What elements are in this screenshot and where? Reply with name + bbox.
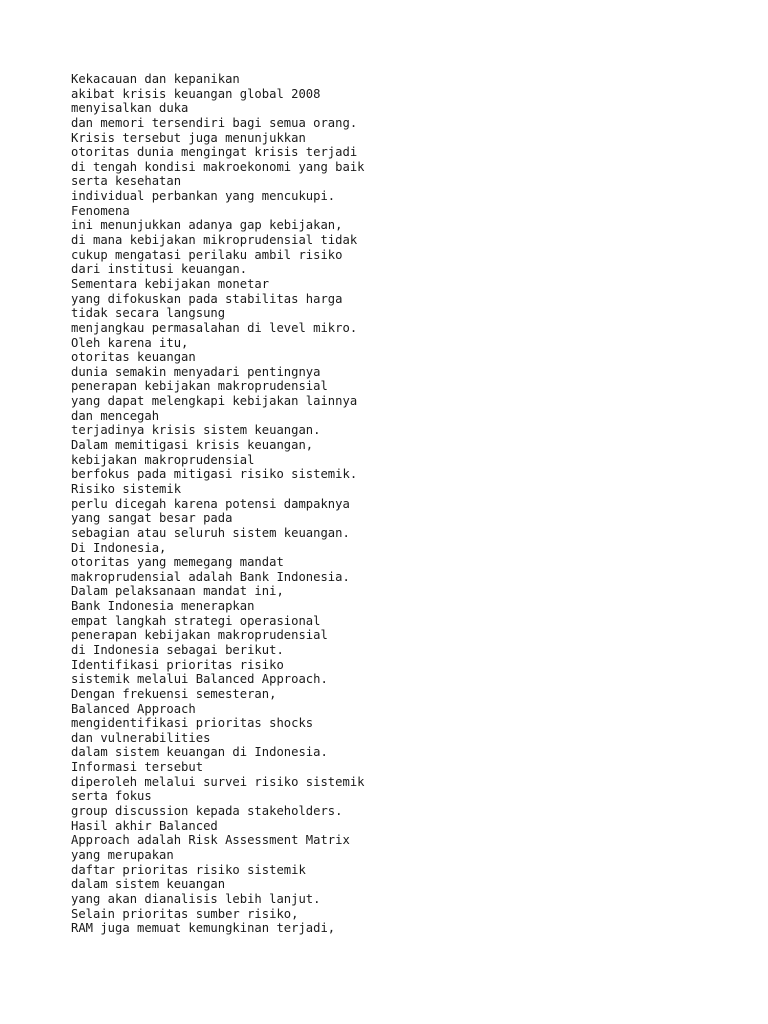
text-line: Kekacauan dan kepanikan [71, 72, 240, 86]
text-line: penerapan kebijakan makroprudensial [71, 628, 328, 643]
text-line: yang sangat besar pada [71, 511, 233, 526]
text-line: otoritas keuangan [71, 350, 196, 365]
text-line: yang merupakan [71, 847, 174, 862]
text-line: Identifikasi prioritas risiko [71, 657, 284, 672]
text-line: Dalam pelaksanaan mandat ini, [71, 584, 284, 599]
text-line: Di Indonesia, [71, 540, 167, 555]
text-line: menyisalkan duka [71, 101, 189, 116]
text-line: daftar prioritas risiko sistemik [71, 862, 306, 877]
text-line: makroprudensial adalah Bank Indonesia. [71, 569, 350, 584]
text-line: Selain prioritas sumber risiko, [71, 906, 299, 921]
text-line: dalam sistem keuangan di Indonesia. [71, 745, 328, 760]
text-line: sebagian atau seluruh sistem keuangan. [71, 525, 350, 540]
text-line: cukup mengatasi perilaku ambil risiko [71, 247, 343, 262]
text-line: menjangkau permasalahan di level mikro. [71, 320, 358, 335]
text-line: yang difokuskan pada stabilitas harga [71, 291, 343, 306]
text-line: yang akan dianalisis lebih lanjut. [71, 891, 321, 906]
text-line: otoritas dunia mengingat krisis terjadi [71, 145, 358, 160]
text-line: dan mencegah [71, 408, 160, 423]
text-line: otoritas yang memegang mandat [71, 555, 284, 570]
text-line: ini menunjukkan adanya gap kebijakan, [71, 218, 343, 233]
text-line: mengidentifikasi prioritas shocks [71, 716, 314, 731]
text-line: Risiko sistemik [71, 481, 182, 496]
text-line: dari institusi keuangan. [71, 262, 248, 277]
text-line: dalam sistem keuangan [71, 877, 226, 892]
text-line: Informasi tersebut [71, 760, 204, 775]
text-line: Approach adalah Risk Assessment Matrix [71, 833, 350, 848]
document-body [71, 72, 731, 936]
text-line: group discussion kepada stakeholders. [71, 804, 343, 819]
text-line: dunia semakin menyadari pentingnya [71, 364, 321, 379]
text-line: Sementara kebijakan monetar [71, 276, 270, 291]
text-line: akibat krisis keuangan global 2008 [71, 86, 321, 101]
text-line: di mana kebijakan mikroprudensial tidak [71, 233, 358, 248]
text-line: dan vulnerabilities [71, 730, 211, 745]
text-line: Dalam memitigasi krisis keuangan, [71, 438, 314, 453]
text-line: Bank Indonesia menerapkan [71, 599, 255, 614]
text-line: Krisis tersebut juga menunjukkan [71, 130, 306, 145]
text-line: serta fokus [71, 789, 152, 804]
text-line: perlu dicegah karena potensi dampaknya [71, 496, 350, 511]
text-line: Hasil akhir Balanced [71, 818, 218, 833]
text-line: tidak secara langsung [71, 306, 226, 321]
text-line: penerapan kebijakan makroprudensial [71, 379, 328, 394]
text-line: yang dapat melengkapi kebijakan lainnya [71, 394, 358, 409]
text-line: individual perbankan yang mencukupi. [71, 189, 336, 204]
text-line: diperoleh melalui survei risiko sistemik [71, 774, 365, 789]
text-line: kebijakan makroprudensial [71, 452, 255, 467]
text-line: di tengah kondisi makroekonomi yang baik [71, 159, 365, 174]
text-line: Fenomena [71, 203, 130, 218]
text-line: sistemik melalui Balanced Approach. [71, 672, 328, 687]
text-line: RAM juga memuat kemungkinan terjadi, [71, 921, 336, 936]
text-line: Oleh karena itu, [71, 335, 189, 350]
text-line: dan memori tersendiri bagi semua orang. [71, 115, 358, 130]
text-line: terjadinya krisis sistem keuangan. [71, 423, 321, 438]
text-line: Balanced Approach [71, 701, 196, 716]
text-line: di Indonesia sebagai berikut. [71, 642, 284, 657]
text-line: serta kesehatan [71, 174, 182, 189]
text-line: empat langkah strategi operasional [71, 613, 321, 628]
text-line: berfokus pada mitigasi risiko sistemik. [71, 467, 358, 482]
text-line: Dengan frekuensi semesteran, [71, 686, 277, 701]
